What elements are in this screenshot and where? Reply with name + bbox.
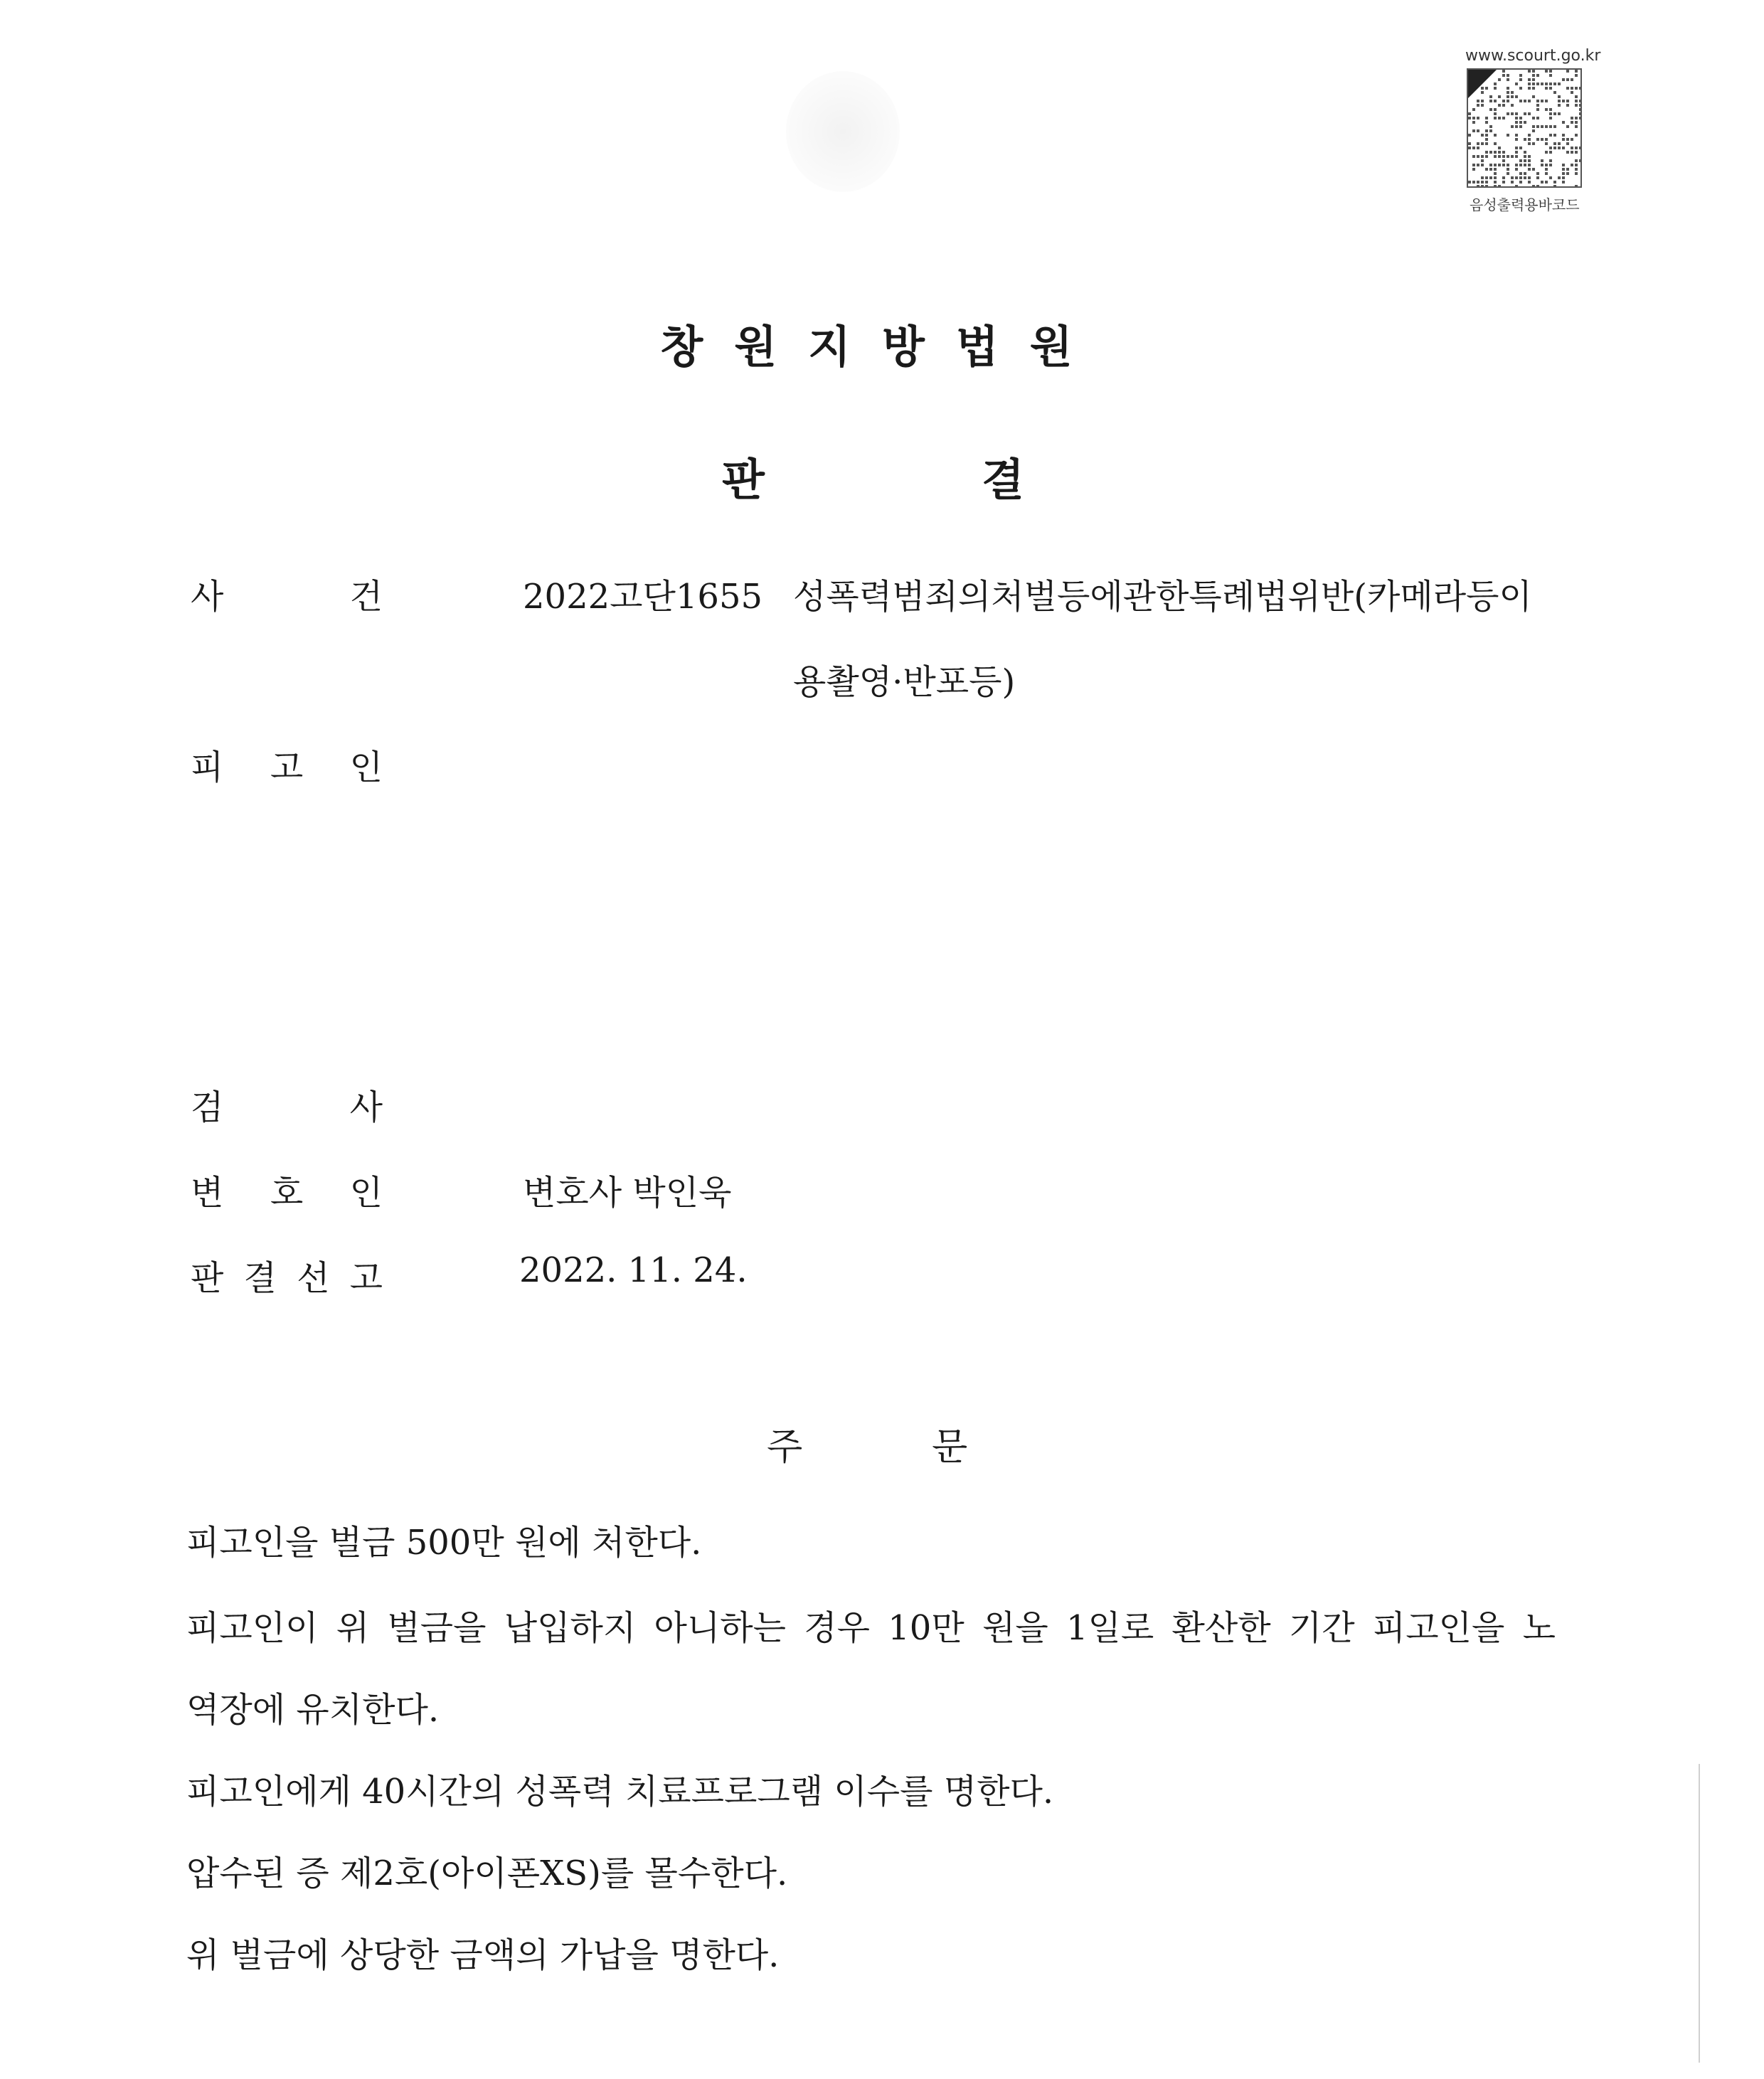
charge-line-2: 용촬영·반포등) (793, 662, 1016, 702)
court-name: 창원지방법원 (660, 321, 1104, 373)
order-heading-left: 주 (767, 1426, 803, 1469)
order-line: 압수된 증 제2호(아이폰XS)를 몰수한다. (186, 1854, 788, 1893)
qr-label: 음성출력용바코드 (1470, 196, 1580, 213)
prosecutor-label: 검 사 (191, 1088, 383, 1127)
order-line: 피고인이 위 벌금을 납입하지 아니하는 경우 10만 원을 1일로 환산한 기간 피고인을 노 (186, 1608, 1556, 1648)
doc-title-left: 판 (722, 454, 765, 506)
qr-url: www.scourt.go.kr (1465, 47, 1601, 65)
order-line: 역장에 유치한다. (186, 1690, 440, 1730)
scan-edge-line (1699, 1764, 1700, 2063)
counsel-label: 변 호 인 (191, 1173, 383, 1213)
case-label: 사 건 (191, 577, 383, 617)
case-number: 2022고단1655 (523, 577, 763, 617)
sentence-date-value: 2022. 11. 24. (519, 1250, 748, 1290)
order-line: 피고인에게 40시간의 성폭력 치료프로그램 이수를 명한다. (186, 1772, 1054, 1812)
order-line: 피고인을 벌금 500만 원에 처한다. (186, 1523, 702, 1563)
scan-smudge (786, 71, 900, 192)
order-heading-right: 문 (932, 1426, 968, 1469)
counsel-value: 변호사 박인욱 (523, 1173, 732, 1213)
sentence-date-label: 판 결 선 고 (191, 1258, 383, 1298)
defendant-label: 피 고 인 (191, 748, 383, 787)
order-line: 위 벌금에 상당한 금액의 가납을 명한다. (186, 1935, 780, 1975)
barcode-icon (1467, 68, 1582, 188)
charge-line-1: 성폭력범죄의처벌등에관한특례법위반(카메라등이 (793, 577, 1532, 617)
doc-title-right: 결 (982, 454, 1024, 506)
